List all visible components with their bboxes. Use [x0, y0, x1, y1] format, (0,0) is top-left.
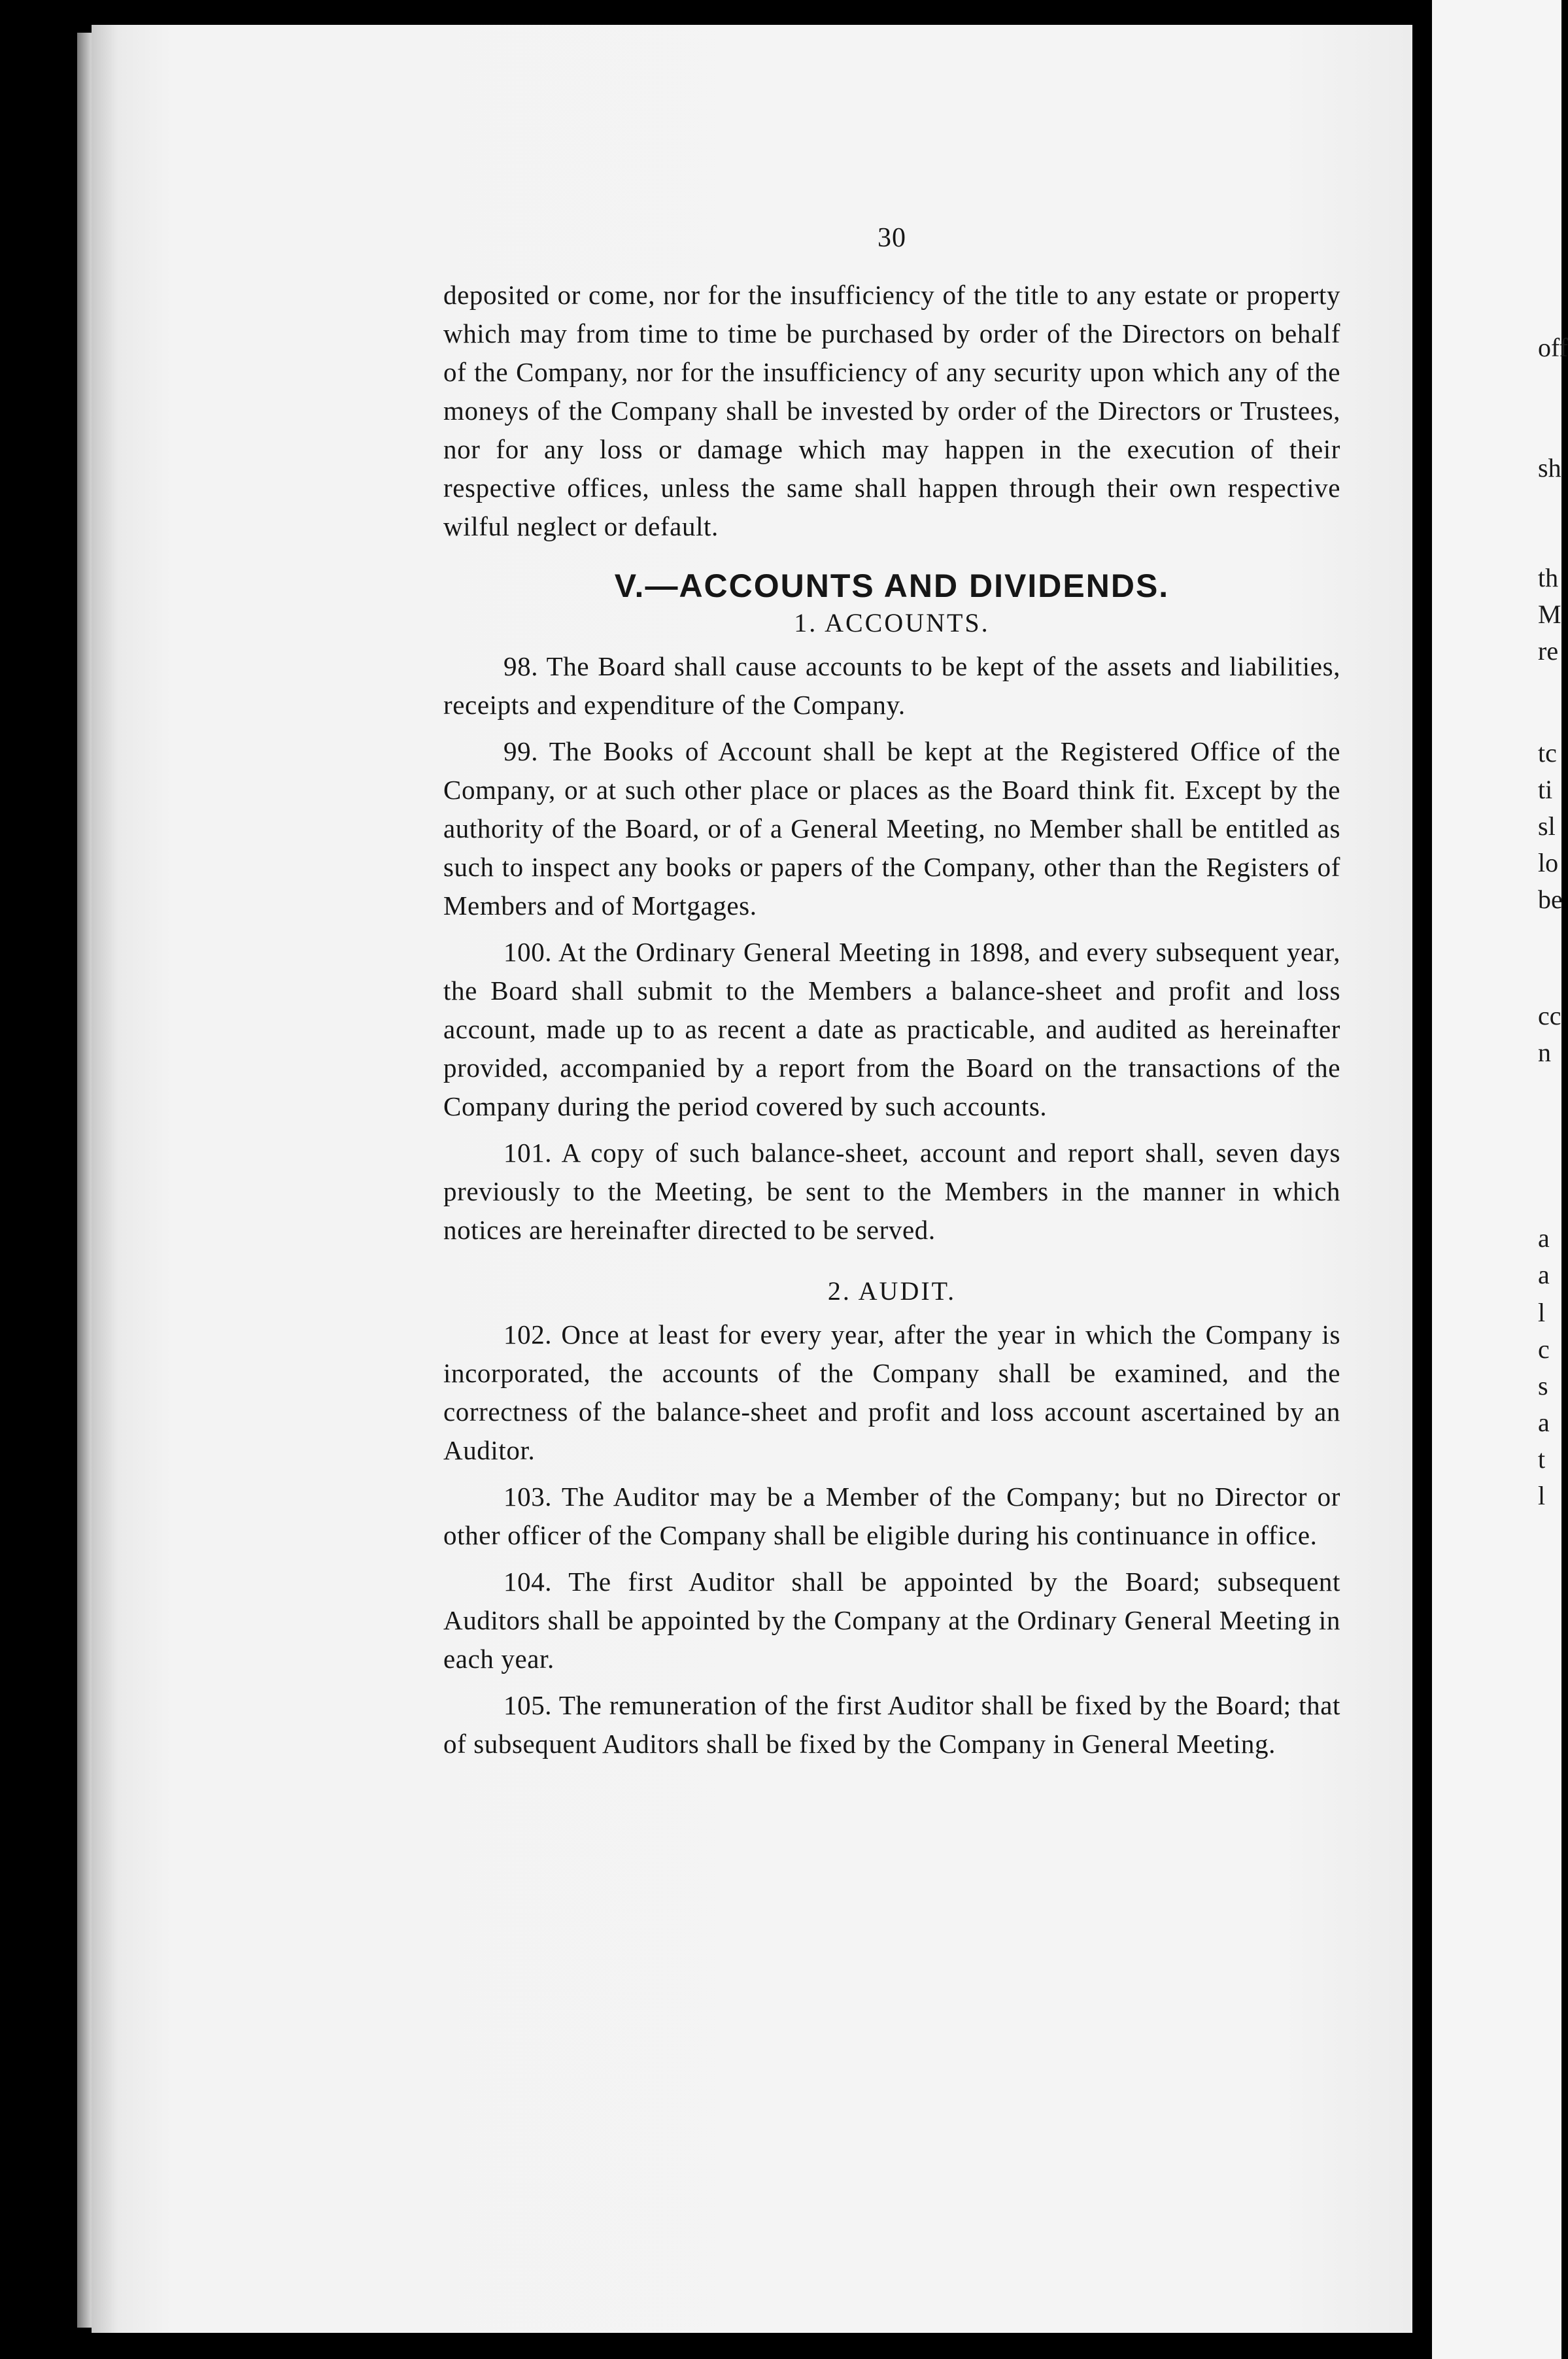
clause-102	[443, 1315, 1340, 1470]
clause-number: 103.	[503, 1482, 553, 1512]
clause-text: Once at least for every year, after the year in which the Company is incorporated, the accounts of the Company shall be examined, and the correctness of the balance-sheet and profit and loss account ascertained by an Auditor.	[443, 1319, 1340, 1465]
right-page-fragment: off	[1538, 333, 1568, 362]
right-page-fragment: n	[1538, 1038, 1551, 1067]
clause-99	[443, 732, 1340, 925]
right-page-fragment: t	[1538, 1444, 1546, 1474]
clause-number: 100.	[503, 937, 553, 967]
continuation-paragraph: deposited or come, nor for the insufficiency of the title to any estate or property which may from time to time be purchased by order of the Directors on behalf of the Company, nor for the insufficiency of any security upon which any of the moneys of the Company shall be invested by order of the Directors or Trustees, nor for any loss or damage which may happen in the execution of their respective offices, unless the same shall happen through their own respective wilful neglect or default.	[443, 280, 1340, 541]
clause-100	[443, 933, 1340, 1126]
right-page-fragment: cc	[1538, 1001, 1561, 1030]
right-page-fragment: th	[1538, 563, 1559, 592]
right-page-fragment: c	[1538, 1334, 1550, 1364]
right-page-fragment: s	[1538, 1371, 1548, 1400]
section-heading: V.—ACCOUNTS AND DIVIDENDS.	[614, 568, 1170, 604]
right-page-fragment: a	[1538, 1223, 1550, 1253]
page-text	[443, 222, 1340, 1771]
clause-101	[443, 1134, 1340, 1249]
clause-text: The Board shall cause accounts to be kept of the assets and liabilities, receipts and expenditure of the Company.	[443, 651, 1340, 720]
clause-text: The Auditor may be a Member of the Company; but no Director or other officer of the Company shall be eligible during his continuance in office.	[443, 1482, 1340, 1550]
clause-number: 98.	[503, 651, 539, 681]
right-page-fragment: a	[1538, 1408, 1550, 1437]
subsection-heading-accounts: 1. ACCOUNTS.	[794, 608, 990, 637]
right-page-fragment: a	[1538, 1260, 1550, 1289]
clause-number: 101.	[503, 1138, 553, 1168]
right-page-fragment: sh	[1538, 453, 1561, 483]
clause-number: 104.	[503, 1567, 553, 1597]
clause-text: The first Auditor shall be appointed by the Board; subsequent Auditors shall be appointed by the Company at the Ordinary General Meeting in each year.	[443, 1567, 1341, 1674]
right-page-fragment: be	[1538, 885, 1563, 914]
right-page-fragment: l	[1538, 1298, 1546, 1327]
clause-103	[443, 1478, 1340, 1555]
right-page-fragment: ti	[1538, 775, 1553, 804]
book-gutter	[1412, 0, 1432, 2359]
clause-number: 99.	[503, 736, 539, 766]
clause-text: At the Ordinary General Meeting in 1898, and every subsequent year, the Board shall submit to the Members a balance-sheet and profit and loss account, made up to as recent a date as practicable, and audited as hereinafter provided, accompanied by a report from the Board on the transactions of the Company during the period covered by such accounts.	[443, 937, 1341, 1121]
clause-number: 105.	[503, 1690, 553, 1720]
clause-text: A copy of such balance-sheet, account and report shall, seven days previously to the Meeting, be sent to the Members in the manner in which notices are hereinafter directed to be served.	[443, 1138, 1341, 1245]
right-page-fragment: sl	[1538, 811, 1556, 841]
right-page-fragment: tc	[1538, 738, 1557, 768]
clause-98	[443, 647, 1340, 724]
right-page-fragment: lo	[1538, 848, 1559, 877]
clause-number: 102.	[503, 1319, 553, 1349]
right-page-fragment: l	[1538, 1481, 1546, 1510]
right-page-fragment: M	[1538, 600, 1561, 629]
right-page-fragment: re	[1538, 636, 1559, 666]
clause-text: The remuneration of the first Auditor shall be fixed by the Board; that of subsequent Auditors shall be fixed by the Company in General Meeting.	[443, 1690, 1340, 1759]
subsection-heading-audit: 2. AUDIT.	[827, 1276, 957, 1306]
page-number: 30	[878, 223, 906, 253]
clause-text: The Books of Account shall be kept at the Registered Office of the Company, or at such other place or places as the Board think fit. Except by the authority of the Board, or of a General Meeting, no Member shall be entitled as such to inspect any books or papers of the Company, other than the Registers of Members and of Mortgages.	[443, 736, 1341, 921]
clause-104	[443, 1563, 1340, 1678]
clause-105	[443, 1686, 1340, 1763]
